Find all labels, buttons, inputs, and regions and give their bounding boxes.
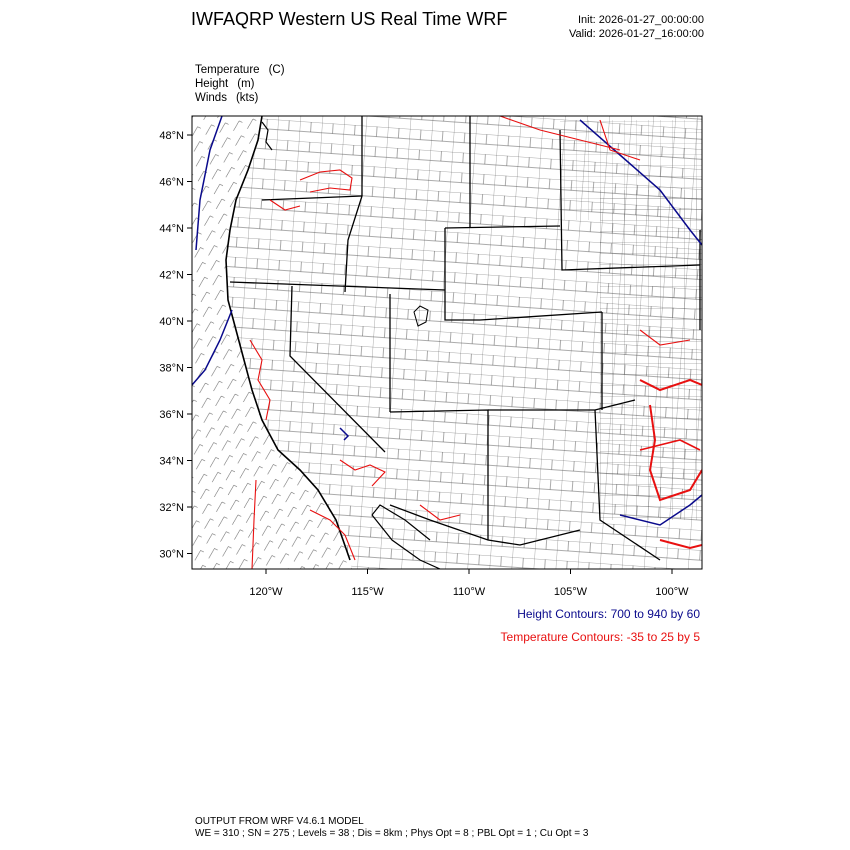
field-unit: (kts) <box>235 92 259 104</box>
field-unit: (m) <box>237 78 255 90</box>
lat-label: 48°N <box>159 130 184 142</box>
height-contour-info: Height Contours: 700 to 940 by 60 <box>517 607 700 621</box>
lat-label: 32°N <box>159 502 184 514</box>
latitude-axis <box>159 130 192 561</box>
field-unit: (C) <box>268 64 285 76</box>
lat-label: 38°N <box>159 362 184 375</box>
longitude-axis <box>249 569 689 598</box>
lat-label: 42°N <box>159 269 184 282</box>
lat-label: 34°N <box>159 455 184 468</box>
model-info: OUTPUT FROM WRF V4.6.1 MODEL <box>195 816 364 827</box>
lat-label: 46°N <box>159 176 184 189</box>
lon-label: 115°W <box>351 586 384 598</box>
dense-counties-midwest <box>560 120 702 220</box>
lat-label: 40°N <box>159 316 184 328</box>
lat-label: 36°N <box>159 409 184 421</box>
page-title: IWFAQRP Western US Real Time WRF <box>191 9 508 29</box>
temperature-contour-info: Temperature Contours: -35 to 25 by 5 <box>500 630 700 644</box>
field-name: Temperature <box>195 64 260 76</box>
field-name: Height <box>195 78 229 90</box>
lon-label: 120°W <box>249 586 283 598</box>
lat-label: 44°N <box>159 223 184 235</box>
model-config: WE = 310 ; SN = 275 ; Levels = 38 ; Dis = 8km ; Phys Opt = 8 ; PBL Opt = 1 ; Cu Opt = 3 <box>195 828 589 839</box>
lat-label: 30°N <box>159 548 184 561</box>
lon-label: 105°W <box>553 586 588 598</box>
lon-label: 110°W <box>452 586 486 598</box>
lon-label: 100°W <box>655 586 689 598</box>
valid-time: Valid: 2026-01-27_16:00:00 <box>569 28 704 40</box>
map-layers <box>192 116 702 569</box>
field-name: Winds <box>195 92 227 104</box>
init-time: Init: 2026-01-27_00:00:00 <box>578 14 704 26</box>
